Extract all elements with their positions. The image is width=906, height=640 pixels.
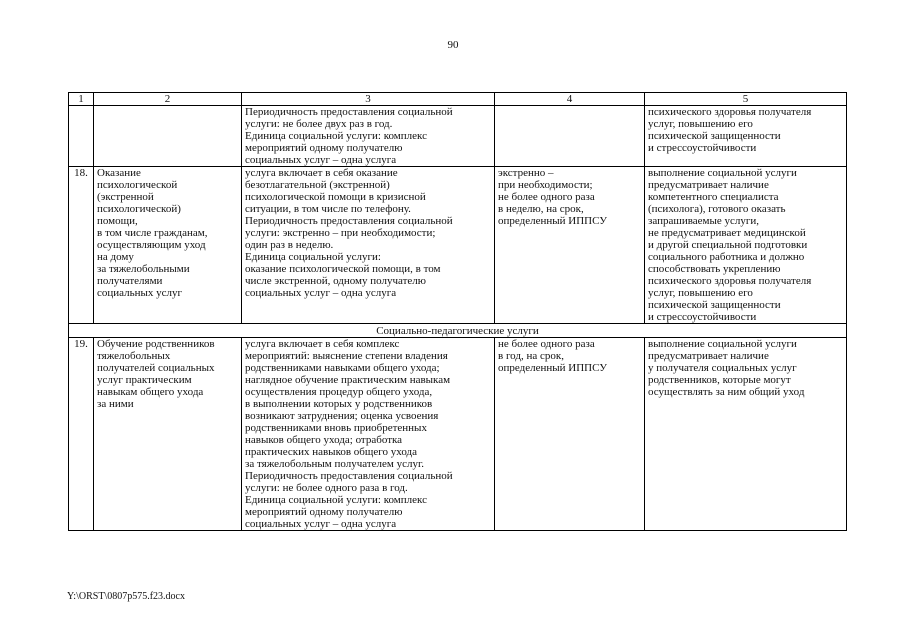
service-name-cell xyxy=(94,167,242,324)
cell-text-line: наглядное обучение практическим навыкам xyxy=(245,374,451,386)
service-description-cell xyxy=(242,338,495,531)
cell-text-line: социального работника и должно xyxy=(648,251,805,263)
cell-text-line: осуществления процедур общего ухода, xyxy=(245,386,433,398)
cell-text-line: ситуации, в том числе по телефону. xyxy=(245,203,411,215)
cell-text-line: практических навыков общего ухода xyxy=(245,446,417,458)
cell-text-line: в год, на срок, xyxy=(498,350,564,362)
cell-text-line: социальных услуг – одна услуга xyxy=(245,518,397,530)
cell-text-line: осуществляющим уход xyxy=(97,239,206,251)
cell-text-line: Оказание xyxy=(97,167,141,179)
cell-text-line: и другой специальной подготовки xyxy=(648,239,808,251)
cell-text-line: выполнение социальной услуги xyxy=(648,338,797,350)
service-term-cell xyxy=(495,106,645,167)
cell-text-line: психической защищенности xyxy=(648,130,781,142)
cell-text-line: психологической) xyxy=(97,203,181,215)
column-header: 5 xyxy=(645,93,847,106)
section-title: Социально-педагогические услуги xyxy=(69,324,847,338)
cell-text-line: психического здоровья получателя xyxy=(648,275,812,287)
cell-text-line: за тяжелобольными xyxy=(97,263,190,275)
service-description-cell xyxy=(242,167,495,324)
cell-text-line: Периодичность предоставления социальной xyxy=(245,106,453,118)
file-path-footer: Y:\ORST\0807p575.f23.docx xyxy=(67,591,185,602)
cell-text-line: Единица социальной услуги: xyxy=(245,251,381,263)
cell-text-line: (экстренной xyxy=(97,191,154,203)
cell-text-line: Единица социальной услуги: комплекс xyxy=(245,130,427,142)
cell-text-line: не более одного раза xyxy=(498,191,595,203)
service-name-cell xyxy=(94,106,242,167)
row-number: 18. xyxy=(69,167,94,324)
cell-text-line: услуга включает в себя оказание xyxy=(245,167,398,179)
cell-text-line: психической защищенности xyxy=(648,299,781,311)
cell-text-line: услуги: экстренно – при необходимости; xyxy=(245,227,436,239)
cell-text-line: осуществлять за ним общий уход xyxy=(648,386,805,398)
service-description-cell xyxy=(242,106,495,167)
cell-text-line: определенный ИППСУ xyxy=(498,362,608,374)
cell-text-line: родственниками вновь приобретенных xyxy=(245,422,427,434)
cell-text-line: услуга включает в себя комплекс xyxy=(245,338,400,350)
row-number: 19. xyxy=(69,338,94,531)
cell-text-line: в выполнении которых у родственников xyxy=(245,398,433,410)
cell-text-line: услуг, повышению его xyxy=(648,118,753,130)
cell-text-line: услуги: не более двух раз в год. xyxy=(245,118,393,130)
cell-text-line: психологической xyxy=(97,179,178,191)
cell-text-line: возникают затруднения; оценка усвоения xyxy=(245,410,439,422)
cell-text-line: получателями xyxy=(97,275,163,287)
cell-text-line: услуг, повышению его xyxy=(648,287,753,299)
cell-text-line: мероприятий одному получателю xyxy=(245,142,403,154)
cell-text-line: не более одного раза xyxy=(498,338,595,350)
cell-text-line: предусматривает наличие xyxy=(648,350,769,362)
cell-text-line: в том числе гражданам, xyxy=(97,227,208,239)
cell-text-line: запрашиваемые услуги, xyxy=(648,215,760,227)
cell-text-line: мероприятий одному получателю xyxy=(245,506,403,518)
service-term-cell xyxy=(495,338,645,531)
cell-text-line: мероприятий: выяснение степени владения xyxy=(245,350,448,362)
cell-text-line: получателей социальных xyxy=(97,362,215,374)
column-header: 3 xyxy=(242,93,495,106)
cell-text-line: в неделю, на срок, xyxy=(498,203,584,215)
cell-text-line: социальных услуг xyxy=(97,287,183,299)
cell-text-line: экстренно – xyxy=(498,167,554,179)
cell-text-line: безотлагательной (экстренной) xyxy=(245,179,390,191)
cell-text-line: Периодичность предоставления социальной xyxy=(245,215,453,227)
service-conditions-cell xyxy=(645,167,847,324)
cell-text-line: родственниками навыками общего ухода; xyxy=(245,362,440,374)
cell-text-line: навыкам общего ухода xyxy=(97,386,204,398)
cell-text-line: определенный ИППСУ xyxy=(498,215,608,227)
cell-text-line: способствовать укреплению xyxy=(648,263,781,275)
cell-text-line: оказание психологической помощи, в том xyxy=(245,263,441,275)
cell-text-line: Единица социальной услуги: комплекс xyxy=(245,494,427,506)
cell-text-line: Периодичность предоставления социальной xyxy=(245,470,453,482)
cell-text-line: услуги: не более одного раза в год. xyxy=(245,482,408,494)
row-number xyxy=(69,106,94,167)
table-row-18 xyxy=(69,167,847,324)
table-row-continuation xyxy=(69,106,847,167)
service-term-cell xyxy=(495,167,645,324)
cell-text-line: услуг практическим xyxy=(97,374,192,386)
services-table xyxy=(68,92,847,531)
column-header: 4 xyxy=(495,93,645,106)
cell-text-line: выполнение социальной услуги xyxy=(648,167,797,179)
cell-text-line: один раз в неделю. xyxy=(245,239,334,251)
section-row xyxy=(69,324,847,338)
service-conditions-cell xyxy=(645,106,847,167)
cell-text-line: Обучение родственников xyxy=(97,338,215,350)
column-header: 1 xyxy=(69,93,94,106)
column-header: 2 xyxy=(94,93,242,106)
cell-text-line: у получателя социальных услуг xyxy=(648,362,797,374)
cell-text-line: и стрессоустойчивости xyxy=(648,311,757,323)
cell-text-line: на дому xyxy=(97,251,134,263)
cell-text-line: при необходимости; xyxy=(498,179,593,191)
cell-text-line: социальных услуг – одна услуга xyxy=(245,154,397,166)
cell-text-line: и стрессоустойчивости xyxy=(648,142,757,154)
cell-text-line: навыков общего ухода; отработка xyxy=(245,434,403,446)
table-row-19 xyxy=(69,338,847,531)
cell-text-line: психического здоровья получателя xyxy=(648,106,812,118)
cell-text-line: за ними xyxy=(97,398,134,410)
table-header-row xyxy=(69,93,847,106)
cell-text-line: родственников, которые могут xyxy=(648,374,791,386)
cell-text-line: социальных услуг – одна услуга xyxy=(245,287,397,299)
cell-text-line: помощи, xyxy=(97,215,138,227)
cell-text-line: предусматривает наличие xyxy=(648,179,769,191)
cell-text-line: не предусматривает медицинской xyxy=(648,227,806,239)
page-number: 90 xyxy=(447,39,459,51)
cell-text-line: за тяжелобольным получателем услуг. xyxy=(245,458,424,470)
cell-text-line: тяжелобольных xyxy=(97,350,171,362)
cell-text-line: психологической помощи в кризисной xyxy=(245,191,426,203)
service-conditions-cell xyxy=(645,338,847,531)
cell-text-line: числе экстренной, одному получателю xyxy=(245,275,427,287)
cell-text-line: (психолога), готового оказать xyxy=(648,203,786,215)
service-name-cell xyxy=(94,338,242,531)
cell-text-line: компетентного специалиста xyxy=(648,191,779,203)
